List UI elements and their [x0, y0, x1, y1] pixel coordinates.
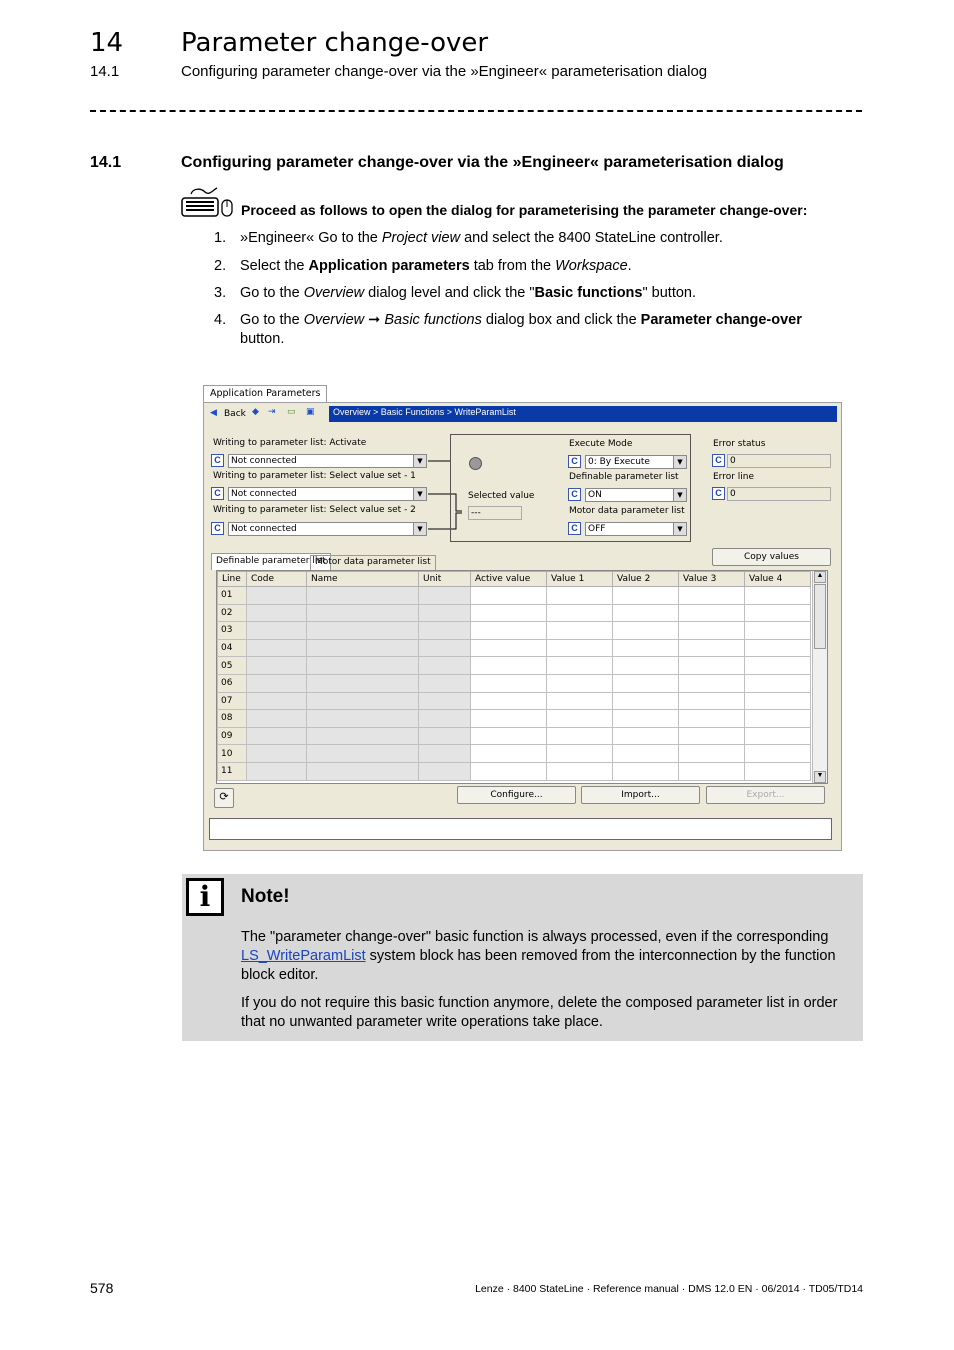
table-cell[interactable] [745, 639, 811, 657]
table-cell [419, 604, 471, 622]
table-cell [307, 657, 419, 675]
column-header: Active value [471, 572, 547, 587]
table-cell[interactable] [547, 657, 613, 675]
status-led-icon [469, 457, 482, 470]
table-cell[interactable] [547, 745, 613, 763]
table-row[interactable] [218, 674, 811, 692]
step-text: »Engineer« Go to the Project view and select the 8400 StateLine controller. [240, 230, 723, 246]
table-cell: 09 [218, 727, 247, 745]
error-status-label: Error status [713, 439, 766, 449]
table-cell[interactable] [471, 692, 547, 710]
table-cell [247, 710, 307, 728]
table-cell [307, 710, 419, 728]
configure-button[interactable]: Configure... [457, 786, 576, 804]
input-label-activate: Writing to parameter list: Activate [213, 438, 367, 448]
ls-writeparamlist-link[interactable]: LS_WriteParamList [241, 948, 366, 964]
note-box [182, 874, 863, 1041]
table-cell[interactable] [679, 674, 745, 692]
table-cell [247, 692, 307, 710]
table-cell [247, 587, 307, 605]
table-cell [307, 727, 419, 745]
table-cell[interactable] [471, 762, 547, 780]
parameter-table [216, 570, 828, 784]
table-cell[interactable] [613, 639, 679, 657]
table-cell [247, 639, 307, 657]
c-button[interactable]: C [712, 454, 725, 467]
execute-mode-select[interactable]: 0: By Execute ▼ [585, 455, 687, 469]
table-cell [247, 657, 307, 675]
column-header: Value 3 [679, 572, 745, 587]
table-cell [419, 674, 471, 692]
table-cell[interactable] [679, 622, 745, 640]
chevron-down-icon: ▼ [413, 455, 426, 467]
vertical-scrollbar[interactable] [812, 571, 827, 783]
table-cell[interactable] [613, 622, 679, 640]
table-cell: 01 [218, 587, 247, 605]
step-text: Go to the Overview ➞ Basic functions dialog box and click the Parameter change-over button. [240, 312, 802, 347]
c-button[interactable]: C [211, 454, 224, 467]
table-cell[interactable] [745, 587, 811, 605]
back-arrow-icon[interactable]: ◀ [210, 408, 217, 418]
table-cell[interactable] [547, 727, 613, 745]
column-header: Line [218, 572, 247, 587]
table-cell[interactable] [547, 622, 613, 640]
table-cell [247, 727, 307, 745]
section-number: 14.1 [90, 154, 122, 171]
error-status-field: 0 [727, 454, 831, 468]
subchapter-title: Configuring parameter change-over via the »Engineer« parameterisation dialog [181, 63, 708, 80]
table-cell[interactable] [679, 727, 745, 745]
table-row[interactable] [218, 710, 811, 728]
table-cell[interactable] [679, 639, 745, 657]
table-cell: 05 [218, 657, 247, 675]
table-cell[interactable] [745, 710, 811, 728]
function-block-panel [450, 434, 691, 542]
column-header: Unit [419, 572, 471, 587]
table-cell [247, 745, 307, 763]
table-cell[interactable] [745, 692, 811, 710]
table-cell[interactable] [471, 745, 547, 763]
table-cell[interactable] [745, 762, 811, 780]
tab-motor-list[interactable]: Motor data parameter list [310, 555, 436, 570]
table-cell[interactable] [613, 657, 679, 675]
table-cell [419, 762, 471, 780]
table-cell[interactable] [679, 604, 745, 622]
table-cell[interactable] [613, 674, 679, 692]
selected-value-label: Selected value [468, 491, 535, 501]
table-cell[interactable] [613, 762, 679, 780]
input-label-set1: Writing to parameter list: Select value set - 1 [213, 471, 416, 481]
table-cell [419, 727, 471, 745]
execute-mode-label: Execute Mode [569, 439, 633, 449]
motor-list-select[interactable]: OFF ▼ [585, 522, 687, 536]
column-header: Value 4 [745, 572, 811, 587]
table-cell[interactable] [471, 727, 547, 745]
table-cell [307, 745, 419, 763]
table-cell [419, 587, 471, 605]
table-cell[interactable] [547, 587, 613, 605]
table-cell [307, 674, 419, 692]
step-number: 2. [214, 258, 227, 274]
table-cell[interactable] [471, 710, 547, 728]
table-cell [307, 692, 419, 710]
table-cell: 07 [218, 692, 247, 710]
selected-value-field: --- [468, 506, 522, 520]
table-row[interactable] [218, 604, 811, 622]
table-cell [419, 692, 471, 710]
column-header: Value 1 [547, 572, 613, 587]
table-cell[interactable] [745, 657, 811, 675]
definable-list-select[interactable]: ON ▼ [585, 488, 687, 502]
table-cell[interactable] [745, 727, 811, 745]
table-cell[interactable] [745, 745, 811, 763]
table-cell [419, 745, 471, 763]
table-cell [247, 604, 307, 622]
engineer-dialog-screenshot [203, 385, 842, 851]
table-row[interactable] [218, 622, 811, 640]
table-row[interactable] [218, 745, 811, 763]
table-cell [419, 622, 471, 640]
navigate-icon[interactable]: ⇥ [268, 407, 276, 417]
table-cell[interactable] [547, 639, 613, 657]
table-cell [247, 622, 307, 640]
note-paragraph-1: The "parameter change-over" basic function is always processed, even if the corresponding LS_WriteParamList system block has been removed from the interconnection by the function block editor. [241, 929, 836, 983]
table-cell[interactable] [745, 674, 811, 692]
table-cell: 02 [218, 604, 247, 622]
table-cell[interactable] [471, 639, 547, 657]
motor-list-label: Motor data parameter list [569, 506, 685, 516]
table-cell[interactable] [613, 710, 679, 728]
subchapter-number: 14.1 [90, 63, 120, 80]
table-cell[interactable] [613, 604, 679, 622]
table-cell[interactable] [679, 587, 745, 605]
scroll-down-icon[interactable]: ▼ [814, 771, 826, 783]
table-cell [307, 639, 419, 657]
table-row[interactable] [218, 587, 811, 605]
table-cell [307, 587, 419, 605]
table-cell: 08 [218, 710, 247, 728]
table-cell[interactable] [547, 692, 613, 710]
table-cell: 10 [218, 745, 247, 763]
table-cell: 06 [218, 674, 247, 692]
definable-list-label: Definable parameter list [569, 472, 679, 482]
column-header: Name [307, 572, 419, 587]
table-cell[interactable] [471, 674, 547, 692]
step-text: Select the Application parameters tab from the Workspace. [240, 258, 632, 274]
copy-values-button[interactable]: Copy values [712, 548, 831, 566]
step-number: 4. [214, 312, 227, 328]
step-text: Go to the Overview dialog level and click the "Basic functions" button. [240, 285, 697, 301]
table-cell[interactable] [613, 727, 679, 745]
chevron-down-icon: ▼ [673, 523, 686, 535]
c-button[interactable]: C [712, 487, 725, 500]
table-cell [247, 762, 307, 780]
step-number: 1. [214, 230, 227, 246]
table-cell [307, 762, 419, 780]
error-line-label: Error line [713, 472, 755, 482]
section-title: Configuring parameter change-over via the »Engineer« parameterisation dialog [181, 154, 784, 171]
table-cell: 11 [218, 762, 247, 780]
input-label-set2: Writing to parameter list: Select value set - 2 [213, 505, 416, 515]
footer-text: Lenze · 8400 StateLine · Reference manual · DMS 12.0 EN · 06/2014 · TD05/TD14 [475, 1283, 863, 1295]
table-cell: 04 [218, 639, 247, 657]
scroll-thumb[interactable] [814, 584, 826, 649]
table-row[interactable] [218, 692, 811, 710]
table-cell [419, 710, 471, 728]
activate-select[interactable]: Not connected ▼ [228, 454, 427, 468]
page-number: 578 [90, 1280, 114, 1296]
intro-text: Proceed as follows to open the dialog for parameterising the parameter change-over: [241, 202, 808, 218]
table-cell[interactable] [547, 710, 613, 728]
export-button: Export... [706, 786, 825, 804]
info-icon[interactable]: ◆ [252, 407, 259, 417]
table-cell [307, 622, 419, 640]
table-header-row [218, 572, 811, 587]
error-line-field: 0 [727, 487, 831, 501]
note-title: Note! [241, 886, 290, 907]
table-cell[interactable] [745, 604, 811, 622]
c-button[interactable]: C [211, 522, 224, 535]
scroll-up-icon[interactable]: ▲ [814, 571, 826, 583]
column-header: Value 2 [613, 572, 679, 587]
chevron-down-icon: ▼ [413, 488, 426, 500]
table-cell[interactable] [613, 745, 679, 763]
table-row[interactable] [218, 657, 811, 675]
table-cell[interactable] [471, 657, 547, 675]
table-cell[interactable] [547, 762, 613, 780]
c-button[interactable]: C [568, 488, 581, 501]
table-cell[interactable] [613, 692, 679, 710]
table-cell: 03 [218, 622, 247, 640]
chevron-down-icon: ▼ [413, 523, 426, 535]
c-button[interactable]: C [211, 487, 224, 500]
table-cell[interactable] [471, 604, 547, 622]
table-cell[interactable] [547, 674, 613, 692]
status-bar [209, 818, 832, 840]
table-cell[interactable] [679, 657, 745, 675]
c-button[interactable]: C [568, 522, 581, 535]
table-cell [419, 657, 471, 675]
back-button[interactable]: Back [224, 409, 246, 419]
header-divider [90, 110, 862, 120]
dialog-window [203, 402, 842, 851]
set2-select[interactable]: Not connected ▼ [228, 522, 427, 536]
table-row[interactable] [218, 762, 811, 780]
info-icon: i [186, 878, 224, 916]
c-button[interactable]: C [568, 455, 581, 468]
table-row[interactable] [218, 727, 811, 745]
device-icon[interactable]: ▭ [287, 407, 296, 417]
table-cell [419, 639, 471, 657]
table-cell[interactable] [613, 587, 679, 605]
import-button[interactable]: Import... [581, 786, 700, 804]
note-paragraph-2: If you do not require this basic function anymore, delete the composed parameter list in order that no unwanted parameter write operations take place. [241, 995, 838, 1030]
table-cell[interactable] [679, 692, 745, 710]
keyboard-mouse-icon [181, 186, 237, 220]
table-cell[interactable] [679, 745, 745, 763]
column-header: Code [247, 572, 307, 587]
chapter-title: Parameter change-over [181, 28, 489, 58]
window-icon[interactable]: ▣ [306, 407, 315, 417]
tab-definable-list[interactable]: Definable parameter list [211, 553, 331, 570]
table-cell[interactable] [679, 762, 745, 780]
table-cell[interactable] [745, 622, 811, 640]
chapter-number: 14 [90, 28, 124, 58]
breadcrumb: Overview > Basic Functions > WriteParamList [329, 406, 837, 422]
step-number: 3. [214, 285, 227, 301]
table-cell[interactable] [679, 710, 745, 728]
set1-select[interactable]: Not connected ▼ [228, 487, 427, 501]
table-cell[interactable] [547, 604, 613, 622]
chevron-down-icon: ▼ [673, 456, 686, 468]
table-cell[interactable] [471, 587, 547, 605]
tab-application-parameters[interactable]: Application Parameters [203, 385, 327, 403]
table-row[interactable] [218, 639, 811, 657]
refresh-icon[interactable]: ⟳ [214, 788, 234, 808]
table-cell [247, 674, 307, 692]
table-cell[interactable] [471, 622, 547, 640]
table-cell [307, 604, 419, 622]
chevron-down-icon: ▼ [673, 489, 686, 501]
